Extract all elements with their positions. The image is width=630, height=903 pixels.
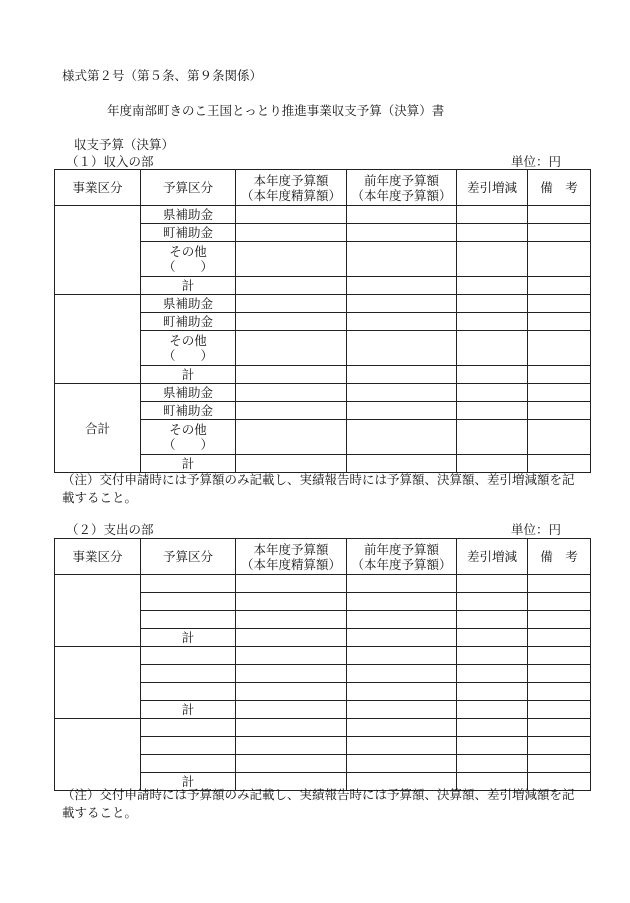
amount-cell[interactable] bbox=[347, 242, 457, 277]
amount-cell[interactable] bbox=[347, 295, 457, 313]
amount-cell[interactable] bbox=[457, 455, 528, 473]
amount-cell[interactable] bbox=[236, 455, 347, 473]
business-cell[interactable] bbox=[55, 719, 141, 791]
income-note: （注）交付申請時には予算額のみ記載し、実績報告時には予算額、決算額、差引増減額を記載すること。 bbox=[62, 472, 575, 505]
amount-cell[interactable] bbox=[236, 593, 347, 611]
income-table bbox=[54, 169, 591, 473]
income-unit-label: 単位：円 bbox=[511, 154, 562, 169]
header-current-line1: 本年度予算額 bbox=[253, 172, 329, 188]
remarks-cell[interactable] bbox=[528, 331, 591, 366]
category-cell[interactable] bbox=[141, 755, 236, 773]
table-row bbox=[55, 719, 591, 737]
other-paren: （ ） bbox=[162, 348, 213, 363]
row-label-town: 町補助金 bbox=[141, 313, 236, 331]
amount-cell[interactable] bbox=[457, 593, 528, 611]
category-cell[interactable] bbox=[141, 575, 236, 593]
amount-cell[interactable] bbox=[347, 611, 457, 629]
amount-cell[interactable] bbox=[457, 755, 528, 773]
header-difference: 差引増減 bbox=[457, 539, 528, 575]
amount-cell[interactable] bbox=[457, 737, 528, 755]
amount-cell[interactable] bbox=[457, 719, 528, 737]
remarks-cell[interactable] bbox=[528, 755, 591, 773]
amount-cell[interactable] bbox=[347, 629, 457, 647]
amount-cell[interactable] bbox=[347, 384, 457, 402]
row-label-other bbox=[141, 420, 236, 455]
category-cell[interactable] bbox=[141, 611, 236, 629]
amount-cell[interactable] bbox=[236, 755, 347, 773]
amount-cell[interactable] bbox=[457, 665, 528, 683]
remarks-cell[interactable] bbox=[528, 206, 591, 224]
row-label-total: 計 bbox=[141, 455, 236, 473]
business-cell[interactable] bbox=[55, 206, 141, 295]
amount-cell[interactable] bbox=[236, 331, 347, 366]
table-row bbox=[55, 575, 591, 593]
row-label-other bbox=[141, 331, 236, 366]
category-cell[interactable] bbox=[141, 719, 236, 737]
amount-cell[interactable] bbox=[347, 683, 457, 701]
header-previous-line2: （本年度予算額） bbox=[351, 187, 452, 203]
amount-cell[interactable] bbox=[236, 206, 347, 224]
remarks-cell[interactable] bbox=[528, 420, 591, 455]
amount-cell[interactable] bbox=[236, 277, 347, 295]
row-label-total: 計 bbox=[141, 277, 236, 295]
amount-cell[interactable] bbox=[236, 575, 347, 593]
amount-cell[interactable] bbox=[347, 313, 457, 331]
header-difference: 差引増減 bbox=[457, 170, 528, 206]
business-cell[interactable] bbox=[55, 295, 141, 384]
category-cell[interactable] bbox=[141, 665, 236, 683]
amount-cell[interactable] bbox=[236, 611, 347, 629]
amount-cell[interactable] bbox=[347, 647, 457, 665]
business-cell[interactable] bbox=[55, 575, 141, 647]
row-label-pref: 県補助金 bbox=[141, 295, 236, 313]
expense-unit-label: 単位：円 bbox=[511, 522, 562, 537]
remarks-cell[interactable] bbox=[528, 224, 591, 242]
header-previous-line1: 前年度予算額 bbox=[363, 172, 439, 188]
document-title: 年度南部町きのこ王国とっとり推進事業収支予算（決算）書 bbox=[107, 103, 445, 118]
remarks-cell[interactable] bbox=[528, 665, 591, 683]
amount-cell[interactable] bbox=[347, 331, 457, 366]
category-cell[interactable] bbox=[141, 593, 236, 611]
amount-cell[interactable] bbox=[457, 701, 528, 719]
amount-cell[interactable] bbox=[347, 277, 457, 295]
header-previous-line1: 前年度予算額 bbox=[363, 541, 439, 557]
remarks-cell[interactable] bbox=[528, 295, 591, 313]
amount-cell[interactable] bbox=[236, 647, 347, 665]
amount-cell[interactable] bbox=[457, 647, 528, 665]
remarks-cell[interactable] bbox=[528, 647, 591, 665]
expense-note: （注）交付申請時には予算額のみ記載し、実績報告時には予算額、決算額、差引増減額を記載すること。 bbox=[62, 787, 575, 820]
amount-cell[interactable] bbox=[347, 593, 457, 611]
amount-cell[interactable] bbox=[457, 277, 528, 295]
business-cell[interactable] bbox=[55, 647, 141, 719]
amount-cell[interactable] bbox=[457, 683, 528, 701]
amount-cell[interactable] bbox=[347, 224, 457, 242]
amount-cell[interactable] bbox=[457, 575, 528, 593]
remarks-cell[interactable] bbox=[528, 402, 591, 420]
row-label-other bbox=[141, 242, 236, 277]
amount-cell[interactable] bbox=[347, 665, 457, 683]
amount-cell[interactable] bbox=[457, 366, 528, 384]
amount-cell[interactable] bbox=[347, 755, 457, 773]
table-row bbox=[55, 295, 591, 313]
amount-cell[interactable] bbox=[236, 683, 347, 701]
amount-cell[interactable] bbox=[347, 420, 457, 455]
row-label-pref: 県補助金 bbox=[141, 384, 236, 402]
row-label-pref: 県補助金 bbox=[141, 206, 236, 224]
header-previous-year bbox=[347, 539, 457, 575]
header-budget-category: 予算区分 bbox=[141, 539, 236, 575]
amount-cell[interactable] bbox=[236, 420, 347, 455]
remarks-cell[interactable] bbox=[528, 366, 591, 384]
category-cell[interactable] bbox=[141, 683, 236, 701]
amount-cell[interactable] bbox=[347, 701, 457, 719]
other-paren: （ ） bbox=[162, 437, 213, 452]
remarks-cell[interactable] bbox=[528, 719, 591, 737]
remarks-cell[interactable] bbox=[528, 701, 591, 719]
amount-cell[interactable] bbox=[236, 242, 347, 277]
remarks-cell[interactable] bbox=[528, 455, 591, 473]
amount-cell[interactable] bbox=[236, 402, 347, 420]
remarks-cell[interactable] bbox=[528, 384, 591, 402]
amount-cell[interactable] bbox=[236, 313, 347, 331]
amount-cell[interactable] bbox=[236, 384, 347, 402]
amount-cell[interactable] bbox=[457, 331, 528, 366]
header-current-line2: （本年度精算額） bbox=[240, 556, 341, 572]
amount-cell[interactable] bbox=[236, 719, 347, 737]
row-label-total: 計 bbox=[141, 773, 236, 791]
amount-cell[interactable] bbox=[347, 366, 457, 384]
remarks-cell[interactable] bbox=[528, 683, 591, 701]
remarks-cell[interactable] bbox=[528, 629, 591, 647]
header-previous-year bbox=[347, 170, 457, 206]
income-section-label: （１）収入の部 bbox=[66, 154, 154, 169]
other-paren: （ ） bbox=[162, 259, 213, 274]
amount-cell[interactable] bbox=[236, 366, 347, 384]
amount-cell[interactable] bbox=[347, 737, 457, 755]
remarks-cell[interactable] bbox=[528, 737, 591, 755]
amount-cell[interactable] bbox=[236, 224, 347, 242]
grand-total-label: 合計 bbox=[55, 384, 141, 473]
other-label: その他 bbox=[169, 244, 207, 259]
remarks-cell[interactable] bbox=[528, 313, 591, 331]
remarks-cell[interactable] bbox=[528, 593, 591, 611]
header-remarks: 備 考 bbox=[528, 539, 591, 575]
amount-cell[interactable] bbox=[457, 384, 528, 402]
row-label-town: 町補助金 bbox=[141, 224, 236, 242]
amount-cell[interactable] bbox=[457, 611, 528, 629]
amount-cell[interactable] bbox=[457, 295, 528, 313]
category-cell[interactable] bbox=[141, 737, 236, 755]
header-business: 事業区分 bbox=[55, 539, 141, 575]
table-row bbox=[55, 647, 591, 665]
expense-section-label: （２）支出の部 bbox=[66, 522, 154, 537]
amount-cell[interactable] bbox=[457, 313, 528, 331]
amount-cell[interactable] bbox=[347, 206, 457, 224]
table-row bbox=[55, 206, 591, 224]
amount-cell[interactable] bbox=[236, 701, 347, 719]
category-cell[interactable] bbox=[141, 647, 236, 665]
amount-cell[interactable] bbox=[347, 402, 457, 420]
other-label: その他 bbox=[169, 333, 207, 348]
table-row bbox=[55, 384, 591, 402]
row-label-total: 計 bbox=[141, 629, 236, 647]
expense-table bbox=[54, 538, 591, 791]
header-remarks: 備 考 bbox=[528, 170, 591, 206]
row-label-town: 町補助金 bbox=[141, 402, 236, 420]
amount-cell[interactable] bbox=[236, 295, 347, 313]
expense-header-row bbox=[55, 539, 591, 575]
income-header-row bbox=[55, 170, 591, 206]
remarks-cell[interactable] bbox=[528, 611, 591, 629]
remarks-cell[interactable] bbox=[528, 575, 591, 593]
amount-cell[interactable] bbox=[457, 206, 528, 224]
header-budget-category: 予算区分 bbox=[141, 170, 236, 206]
amount-cell[interactable] bbox=[236, 737, 347, 755]
amount-cell[interactable] bbox=[457, 224, 528, 242]
amount-cell[interactable] bbox=[347, 455, 457, 473]
amount-cell[interactable] bbox=[236, 665, 347, 683]
amount-cell[interactable] bbox=[457, 629, 528, 647]
amount-cell[interactable] bbox=[347, 719, 457, 737]
row-label-total: 計 bbox=[141, 701, 236, 719]
row-label-total: 計 bbox=[141, 366, 236, 384]
header-current-year bbox=[236, 539, 347, 575]
other-label: その他 bbox=[169, 422, 207, 437]
header-business: 事業区分 bbox=[55, 170, 141, 206]
amount-cell[interactable] bbox=[457, 420, 528, 455]
form-number: 様式第２号（第５条、第９条関係） bbox=[62, 68, 263, 83]
header-previous-line2: （本年度予算額） bbox=[351, 556, 452, 572]
header-current-line2: （本年度精算額） bbox=[240, 187, 341, 203]
amount-cell[interactable] bbox=[457, 402, 528, 420]
remarks-cell[interactable] bbox=[528, 277, 591, 295]
section-heading: 収支予算（決算） bbox=[74, 137, 175, 152]
amount-cell[interactable] bbox=[347, 575, 457, 593]
header-current-line1: 本年度予算額 bbox=[253, 541, 329, 557]
amount-cell[interactable] bbox=[236, 629, 347, 647]
amount-cell[interactable] bbox=[457, 242, 528, 277]
header-current-year bbox=[236, 170, 347, 206]
remarks-cell[interactable] bbox=[528, 242, 591, 277]
